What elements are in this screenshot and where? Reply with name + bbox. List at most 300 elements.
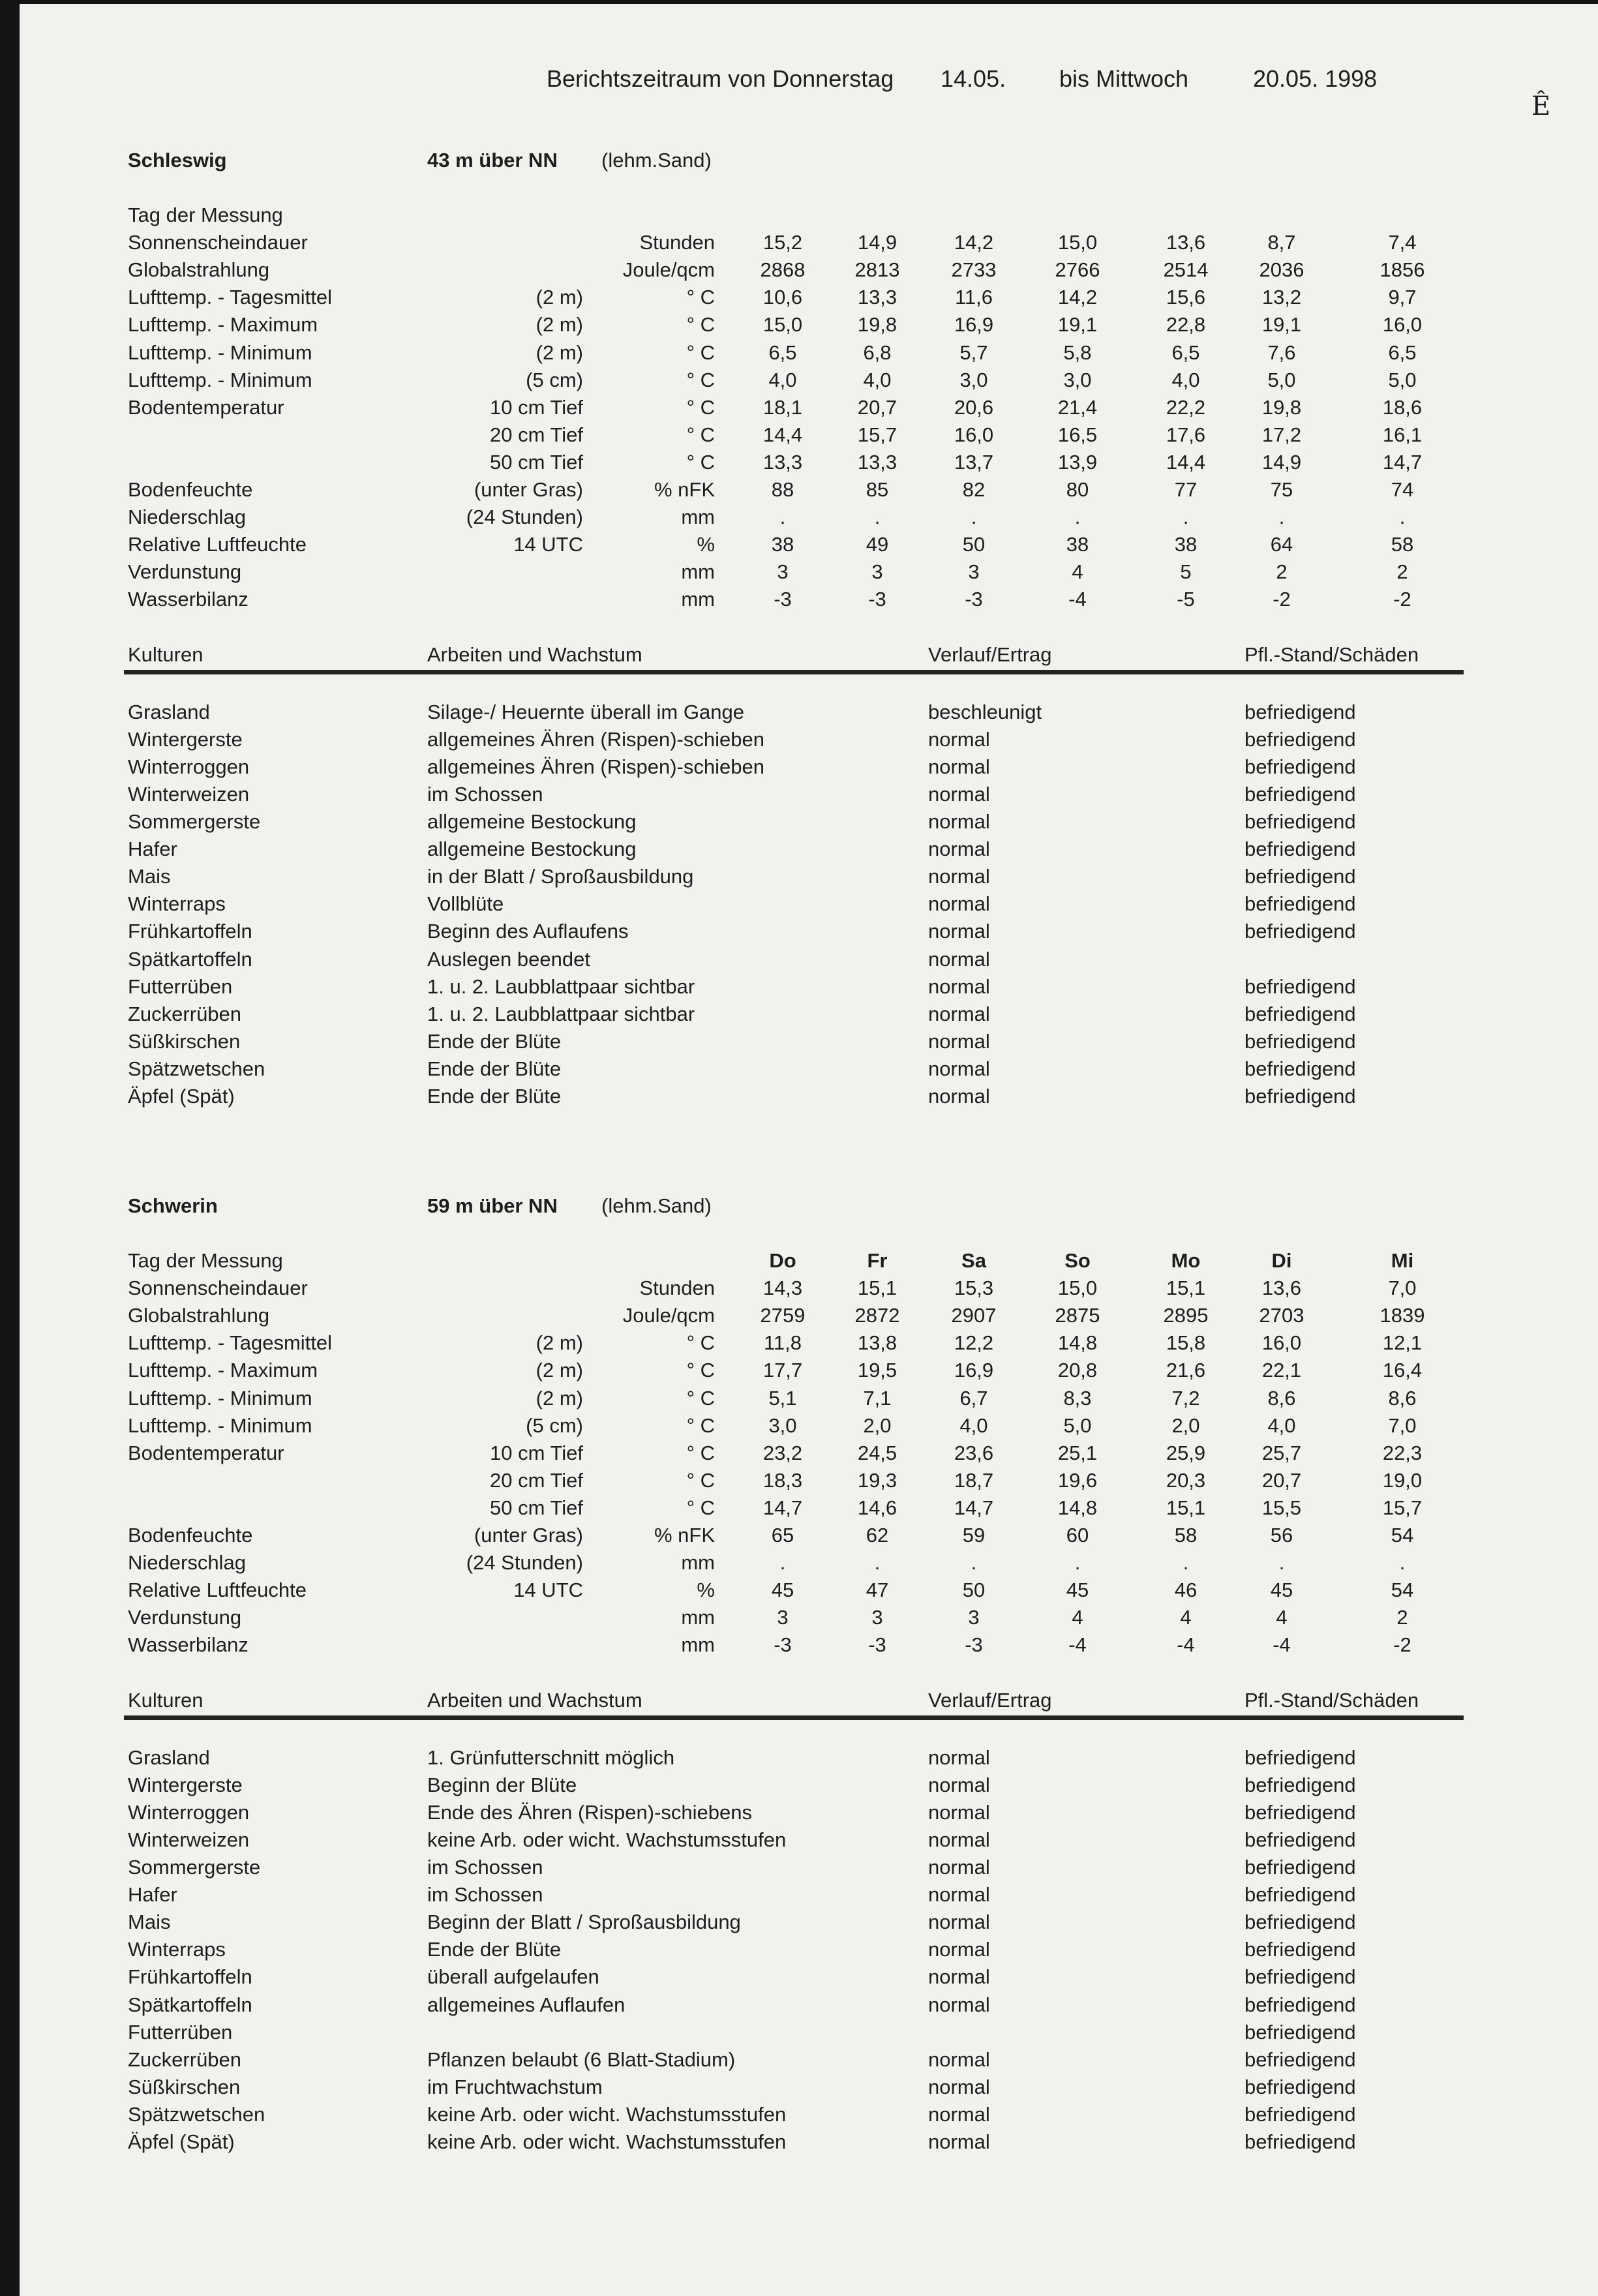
weather-row-condition: 20 cm Tief [490,423,583,446]
crop-work: Vollblüte [427,892,504,916]
weather-row-label: Bodentemperatur [128,395,284,419]
weather-value: 47 [866,1578,889,1602]
weather-row-label: Sonnenscheindauer [128,231,308,254]
weather-value: -3 [965,1633,983,1657]
weather-row-label: Globalstrahlung [128,1304,270,1327]
weather-value: 59 [962,1524,986,1547]
weather-value: 62 [866,1524,889,1547]
weather-value: 54 [1391,1524,1414,1547]
crop-state: befriedigend [1244,1856,1356,1879]
weather-value: . [1399,1551,1406,1575]
weather-value: -3 [774,588,792,611]
weather-value: 4 [1180,1606,1192,1629]
weather-value: 8,6 [1388,1386,1417,1410]
crop-state: befriedigend [1244,727,1356,751]
weather-value: 16,5 [1057,423,1098,446]
weather-row-label: Bodenfeuchte [128,1524,253,1547]
crop-name: Süßkirschen [128,2075,241,2098]
weather-value: -4 [1273,1633,1291,1657]
crop-state: befriedigend [1244,1965,1356,1989]
crop-state: befriedigend [1244,1773,1356,1796]
weather-value: 15,5 [1261,1496,1302,1519]
weather-value: . [1183,506,1189,529]
weather-value: 2766 [1055,258,1100,282]
weather-row-unit: Stunden [639,1276,715,1300]
crop-course: normal [928,974,990,998]
weather-value: 4,0 [959,1413,988,1437]
day-header: Mo [1171,1249,1201,1272]
crop-state: befriedigend [1244,1828,1356,1851]
crop-work: allgemeines Ähren (Rispen)-schieben [427,755,764,778]
weather-value: 13,3 [857,286,897,309]
weather-value: 19,1 [1261,313,1302,337]
weather-value: 22,2 [1166,395,1206,419]
weather-value: 13,2 [1261,286,1302,309]
crops-header-crop: Kulturen [128,1688,204,1712]
weather-value: 2907 [951,1304,997,1327]
crop-name: Spätkartoffeln [128,947,252,971]
weather-row-unit: ° C [686,1468,715,1492]
weather-value: 58 [1174,1524,1198,1547]
weather-value: 6,5 [1171,340,1200,364]
weather-value: 23,2 [762,1441,803,1464]
weather-value: 64 [1270,533,1293,556]
crop-course: normal [928,947,990,971]
crop-state: befriedigend [1244,974,1356,998]
weather-value: 19,3 [857,1468,897,1492]
weather-value: 6,7 [959,1386,988,1410]
scan-border-top [0,0,1598,4]
weather-value: 5,1 [768,1386,797,1410]
weather-value: 1839 [1379,1304,1425,1327]
weather-value: . [971,506,977,529]
weather-value: 75 [1270,478,1293,501]
weather-value: 2,0 [1171,1413,1200,1437]
crop-state: befriedigend [1244,1057,1356,1080]
crop-state: befriedigend [1244,1883,1356,1907]
weather-value: 65 [771,1524,794,1547]
crop-name: Sommergerste [128,1856,261,1879]
weather-value: 6,8 [863,340,892,364]
crop-state: befriedigend [1244,1085,1356,1108]
weather-value: 22,3 [1382,1441,1423,1464]
crop-work: 1. u. 2. Laubblattpaar sichtbar [427,1002,695,1025]
weather-value: 16,9 [954,313,994,337]
crop-state: befriedigend [1244,782,1356,806]
weather-value: 88 [771,478,794,501]
station-height: 43 m über NN [427,149,558,172]
station-soil: (lehm.Sand) [601,1194,712,1217]
crop-work: Beginn der Blüte [427,1773,577,1796]
weather-value: 3 [871,1606,883,1629]
crop-name: Winterraps [128,892,226,916]
weather-value: 74 [1391,478,1414,501]
weather-value: 14,3 [762,1276,803,1300]
weather-value: 16,4 [1382,1359,1423,1382]
crop-work: Silage-/ Heuernte überall im Gange [427,700,744,723]
weather-value: 8,3 [1063,1386,1092,1410]
weather-value: 11,6 [954,286,993,309]
station-section [0,147,1598,1108]
weather-row-unit: ° C [686,286,715,309]
weather-value: 18,6 [1382,395,1423,419]
weather-row-unit: % [697,533,715,556]
weather-value: 7,6 [1267,340,1296,364]
weather-value: 3,0 [1063,368,1092,391]
crop-state: befriedigend [1244,2047,1356,2071]
weather-value: 13,3 [857,450,897,474]
weather-row-condition: (5 cm) [526,368,583,391]
weather-value: 20,7 [1261,1468,1302,1492]
weather-row-unit: mm [681,560,715,584]
weather-value: 14,8 [1057,1496,1098,1519]
weather-value: 2 [1396,560,1408,584]
weather-value: 2759 [760,1304,806,1327]
weather-value: 6,5 [768,340,797,364]
weather-row-label: Verdunstung [128,1606,242,1629]
weather-row-label: Lufttemp. - Tagesmittel [128,1331,333,1355]
weather-value: 25,9 [1166,1441,1206,1464]
weather-value: 21,6 [1166,1359,1206,1382]
crop-course: normal [928,1828,990,1851]
weather-value: 4 [1072,560,1083,584]
weather-value: 15,1 [1166,1496,1206,1519]
weather-row-condition: 20 cm Tief [490,1468,583,1492]
crop-course: normal [928,2102,990,2126]
weather-value: 11,8 [763,1331,802,1355]
weather-row-unit: ° C [686,340,715,364]
weather-value: 19,6 [1057,1468,1098,1492]
crop-name: Futterrüben [128,974,233,998]
weather-value: 54 [1391,1578,1414,1602]
crop-work: 1. u. 2. Laubblattpaar sichtbar [427,974,695,998]
crop-work: überall aufgelaufen [427,1965,599,1989]
weather-value: 77 [1174,478,1198,501]
crop-course: normal [928,1029,990,1053]
crop-state: befriedigend [1244,700,1356,723]
weather-row-unit: Joule/qcm [622,1304,715,1327]
weather-value: 13,3 [762,450,803,474]
crop-name: Winterraps [128,1938,226,1961]
weather-value: 19,0 [1382,1468,1423,1492]
weather-row-condition: (24 Stunden) [466,506,583,529]
crop-state: befriedigend [1244,2020,1356,2044]
weather-value: 14,6 [857,1496,897,1519]
weather-row-label: Lufttemp. - Minimum [128,1386,312,1410]
weather-value: 85 [866,478,889,501]
weather-value: 17,6 [1166,423,1206,446]
weather-value: 20,8 [1057,1359,1098,1382]
weather-value: 50 [962,533,986,556]
weather-value: . [1278,1551,1285,1575]
crop-name: Zuckerrüben [128,1002,242,1025]
weather-value: 14,8 [1057,1331,1098,1355]
weather-value: 15,8 [1166,1331,1206,1355]
weather-value: . [971,1551,977,1575]
weather-row-condition: (2 m) [535,1386,583,1410]
weather-value: 82 [962,478,986,501]
crop-name: Spätzwetschen [128,1057,265,1080]
crop-name: Spätkartoffeln [128,1993,252,2016]
weather-value: 45 [771,1578,794,1602]
crop-course: normal [928,1800,990,1824]
weather-value: 18,3 [762,1468,803,1492]
weather-row-unit: mm [681,1633,715,1657]
weather-value: 8,7 [1267,231,1296,254]
crop-work: keine Arb. oder wicht. Wachstumsstufen [427,1828,787,1851]
station-soil: (lehm.Sand) [601,149,712,172]
weather-row-condition: (2 m) [535,286,583,309]
weather-value: 13,7 [954,450,994,474]
weather-row-label: Verdunstung [128,560,242,584]
weather-value: 13,9 [1057,450,1098,474]
weather-value: 22,1 [1261,1359,1302,1382]
weather-value: -3 [965,588,983,611]
weather-row-label: Sonnenscheindauer [128,1276,308,1300]
weather-value: . [1074,506,1081,529]
weather-row-unit: ° C [686,368,715,391]
weather-value: 4,0 [1267,1413,1296,1437]
crop-work: keine Arb. oder wicht. Wachstumsstufen [427,2102,787,2126]
weather-row-condition: 50 cm Tief [490,1496,583,1519]
weather-value: -4 [1177,1633,1195,1657]
crop-work: im Schossen [427,1856,543,1879]
crop-work: Auslegen beendet [427,947,590,971]
crop-name: Winterroggen [128,1800,250,1824]
crops-header-crop: Kulturen [128,642,204,666]
crop-course: normal [928,1965,990,1989]
weather-value: 12,1 [1382,1331,1423,1355]
weather-row-unit: % [697,1578,715,1602]
weather-row-unit: mm [681,506,715,529]
weather-value: 20,7 [857,395,897,419]
weather-row-unit: ° C [686,1359,715,1382]
crop-state: befriedigend [1244,1029,1356,1053]
crop-course: normal [928,865,990,888]
weather-value: 16,0 [1382,313,1423,337]
weather-value: 5 [1180,560,1192,584]
weather-row-condition: (5 cm) [526,1413,583,1437]
weather-value: -5 [1177,588,1195,611]
crop-work: allgemeine Bestockung [427,810,637,833]
crop-name: Mais [128,865,171,888]
weather-value: . [1278,506,1285,529]
crop-course: normal [928,1856,990,1879]
crop-course: normal [928,1883,990,1907]
weather-value: -2 [1393,588,1411,611]
weather-value: 19,5 [857,1359,897,1382]
crop-course: normal [928,2075,990,2098]
crops-header-course: Verlauf/Ertrag [928,642,1052,666]
day-header: Mi [1391,1249,1414,1272]
weather-row-unit: Stunden [639,231,715,254]
weather-value: 7,0 [1388,1413,1417,1437]
weather-value: 2813 [854,258,900,282]
weather-value: 14,4 [1166,450,1206,474]
weather-value: 56 [1270,1524,1293,1547]
crop-course: beschleunigt [928,700,1042,723]
weather-value: 4 [1072,1606,1083,1629]
crop-work: im Schossen [427,782,543,806]
weather-row-unit: ° C [686,1496,715,1519]
weather-value: -3 [868,1633,886,1657]
weather-row-condition: 10 cm Tief [490,395,583,419]
weather-value: 8,6 [1267,1386,1296,1410]
weather-row-unit: ° C [686,1386,715,1410]
weather-value: 13,6 [1261,1276,1302,1300]
crop-state: befriedigend [1244,2130,1356,2153]
weather-value: -3 [868,588,886,611]
crop-course: normal [928,1911,990,1934]
crop-course: normal [928,810,990,833]
crop-course: normal [928,1002,990,1025]
weather-value: 14,7 [954,1496,994,1519]
crop-course: normal [928,782,990,806]
period-prefix: Berichtszeitraum von Donnerstag [547,65,894,92]
measure-label: Tag der Messung [128,1249,283,1272]
weather-row-unit: mm [681,588,715,611]
weather-value: 15,2 [762,231,803,254]
weather-value: . [1399,506,1406,529]
weather-value: 2703 [1259,1304,1304,1327]
crop-name: Winterweizen [128,782,250,806]
weather-value: -4 [1068,1633,1087,1657]
weather-value: 19,1 [1057,313,1098,337]
weather-value: 2872 [854,1304,900,1327]
crop-name: Futterrüben [128,2020,233,2044]
weather-value: . [1183,1551,1189,1575]
weather-value: 7,2 [1171,1386,1200,1410]
crop-name: Frühkartoffeln [128,920,252,943]
day-header: So [1064,1249,1091,1272]
crop-course: normal [928,2130,990,2153]
weather-row-unit: ° C [686,1413,715,1437]
crop-course: normal [928,2047,990,2071]
crop-work: Ende der Blüte [427,1057,562,1080]
weather-row-label: Globalstrahlung [128,258,270,282]
weather-value: 23,6 [954,1441,994,1464]
weather-value: . [874,506,881,529]
weather-row-condition: 10 cm Tief [490,1441,583,1464]
weather-value: 1856 [1379,258,1425,282]
crop-name: Winterweizen [128,1828,250,1851]
weather-row-unit: ° C [686,423,715,446]
crop-course: normal [928,727,990,751]
weather-value: 5,0 [1063,1413,1092,1437]
crop-state: befriedigend [1244,1938,1356,1961]
weather-value: -4 [1068,588,1087,611]
weather-value: 2895 [1163,1304,1209,1327]
weather-value: 25,1 [1057,1441,1098,1464]
weather-row-label: Lufttemp. - Maximum [128,1359,318,1382]
weather-value: 17,2 [1261,423,1302,446]
weather-row-label: Lufttemp. - Minimum [128,368,312,391]
weather-row-condition: (2 m) [535,1359,583,1382]
station-name: Schleswig [128,149,227,172]
weather-value: 15,1 [857,1276,897,1300]
crop-work: in der Blatt / Sproßausbildung [427,865,694,888]
crop-course: normal [928,1745,990,1769]
station-height: 59 m über NN [427,1194,558,1217]
weather-value: 14,7 [762,1496,803,1519]
weather-value: 6,5 [1388,340,1417,364]
weather-value: 10,6 [762,286,803,309]
crop-name: Süßkirschen [128,1029,241,1053]
crop-state: befriedigend [1244,1993,1356,2016]
weather-value: 13,8 [857,1331,897,1355]
crop-state: befriedigend [1244,755,1356,778]
weather-value: 20,3 [1166,1468,1206,1492]
crop-work: im Fruchtwachstum [427,2075,603,2098]
weather-value: 15,7 [857,423,897,446]
weather-value: 15,6 [1166,286,1206,309]
crop-name: Sommergerste [128,810,261,833]
weather-row-unit: % nFK [654,1524,715,1547]
crop-state: befriedigend [1244,1911,1356,1934]
weather-value: 2036 [1259,258,1304,282]
weather-row-condition: (unter Gras) [474,478,583,501]
weather-row-unit: ° C [686,395,715,419]
crops-header-rule [124,670,1464,674]
crop-work: Pflanzen belaubt (6 Blatt-Stadium) [427,2047,736,2071]
weather-value: 18,7 [954,1468,994,1492]
weather-value: 14,2 [954,231,994,254]
crops-header-state: Pfl.-Stand/Schäden [1244,642,1419,666]
crop-state: befriedigend [1244,920,1356,943]
weather-value: 15,1 [1166,1276,1206,1300]
weather-row-condition: (24 Stunden) [466,1551,583,1575]
weather-row-unit: ° C [686,1331,715,1355]
weather-row-label: Bodentemperatur [128,1441,284,1464]
crop-state: befriedigend [1244,865,1356,888]
weather-value: . [779,1551,786,1575]
crop-name: Grasland [128,1745,210,1769]
measure-label: Tag der Messung [128,204,283,226]
weather-value: 15,0 [762,313,803,337]
weather-value: 16,0 [954,423,994,446]
station-name: Schwerin [128,1194,218,1217]
crop-work: Ende der Blüte [427,1029,562,1053]
crop-state: befriedigend [1244,892,1356,916]
weather-row-unit: mm [681,1551,715,1575]
weather-value: 7,0 [1388,1276,1417,1300]
crop-course: normal [928,1773,990,1796]
weather-value: 14,7 [1382,450,1423,474]
weather-value: 3,0 [768,1413,797,1437]
weather-value: -3 [774,1633,792,1657]
crop-name: Äpfel (Spät) [128,1085,235,1108]
crop-course: normal [928,838,990,861]
weather-value: 17,7 [762,1359,803,1382]
weather-value: 2,0 [863,1413,892,1437]
crop-course: normal [928,1993,990,2016]
weather-value: 7,4 [1388,231,1417,254]
crop-name: Wintergerste [128,727,243,751]
weather-value: . [874,1551,881,1575]
weather-value: 9,7 [1388,286,1417,309]
weather-row-label: Bodenfeuchte [128,478,253,501]
crops-header-work: Arbeiten und Wachstum [427,642,642,666]
weather-row-condition: (2 m) [535,313,583,337]
crop-state: befriedigend [1244,1745,1356,1769]
crop-name: Spätzwetschen [128,2102,265,2126]
crop-name: Mais [128,1911,171,1934]
crop-course: normal [928,755,990,778]
weather-value: 38 [1174,533,1198,556]
weather-value: 16,0 [1261,1331,1302,1355]
crop-work: Ende des Ähren (Rispen)-schiebens [427,1800,752,1824]
weather-value: 38 [771,533,794,556]
